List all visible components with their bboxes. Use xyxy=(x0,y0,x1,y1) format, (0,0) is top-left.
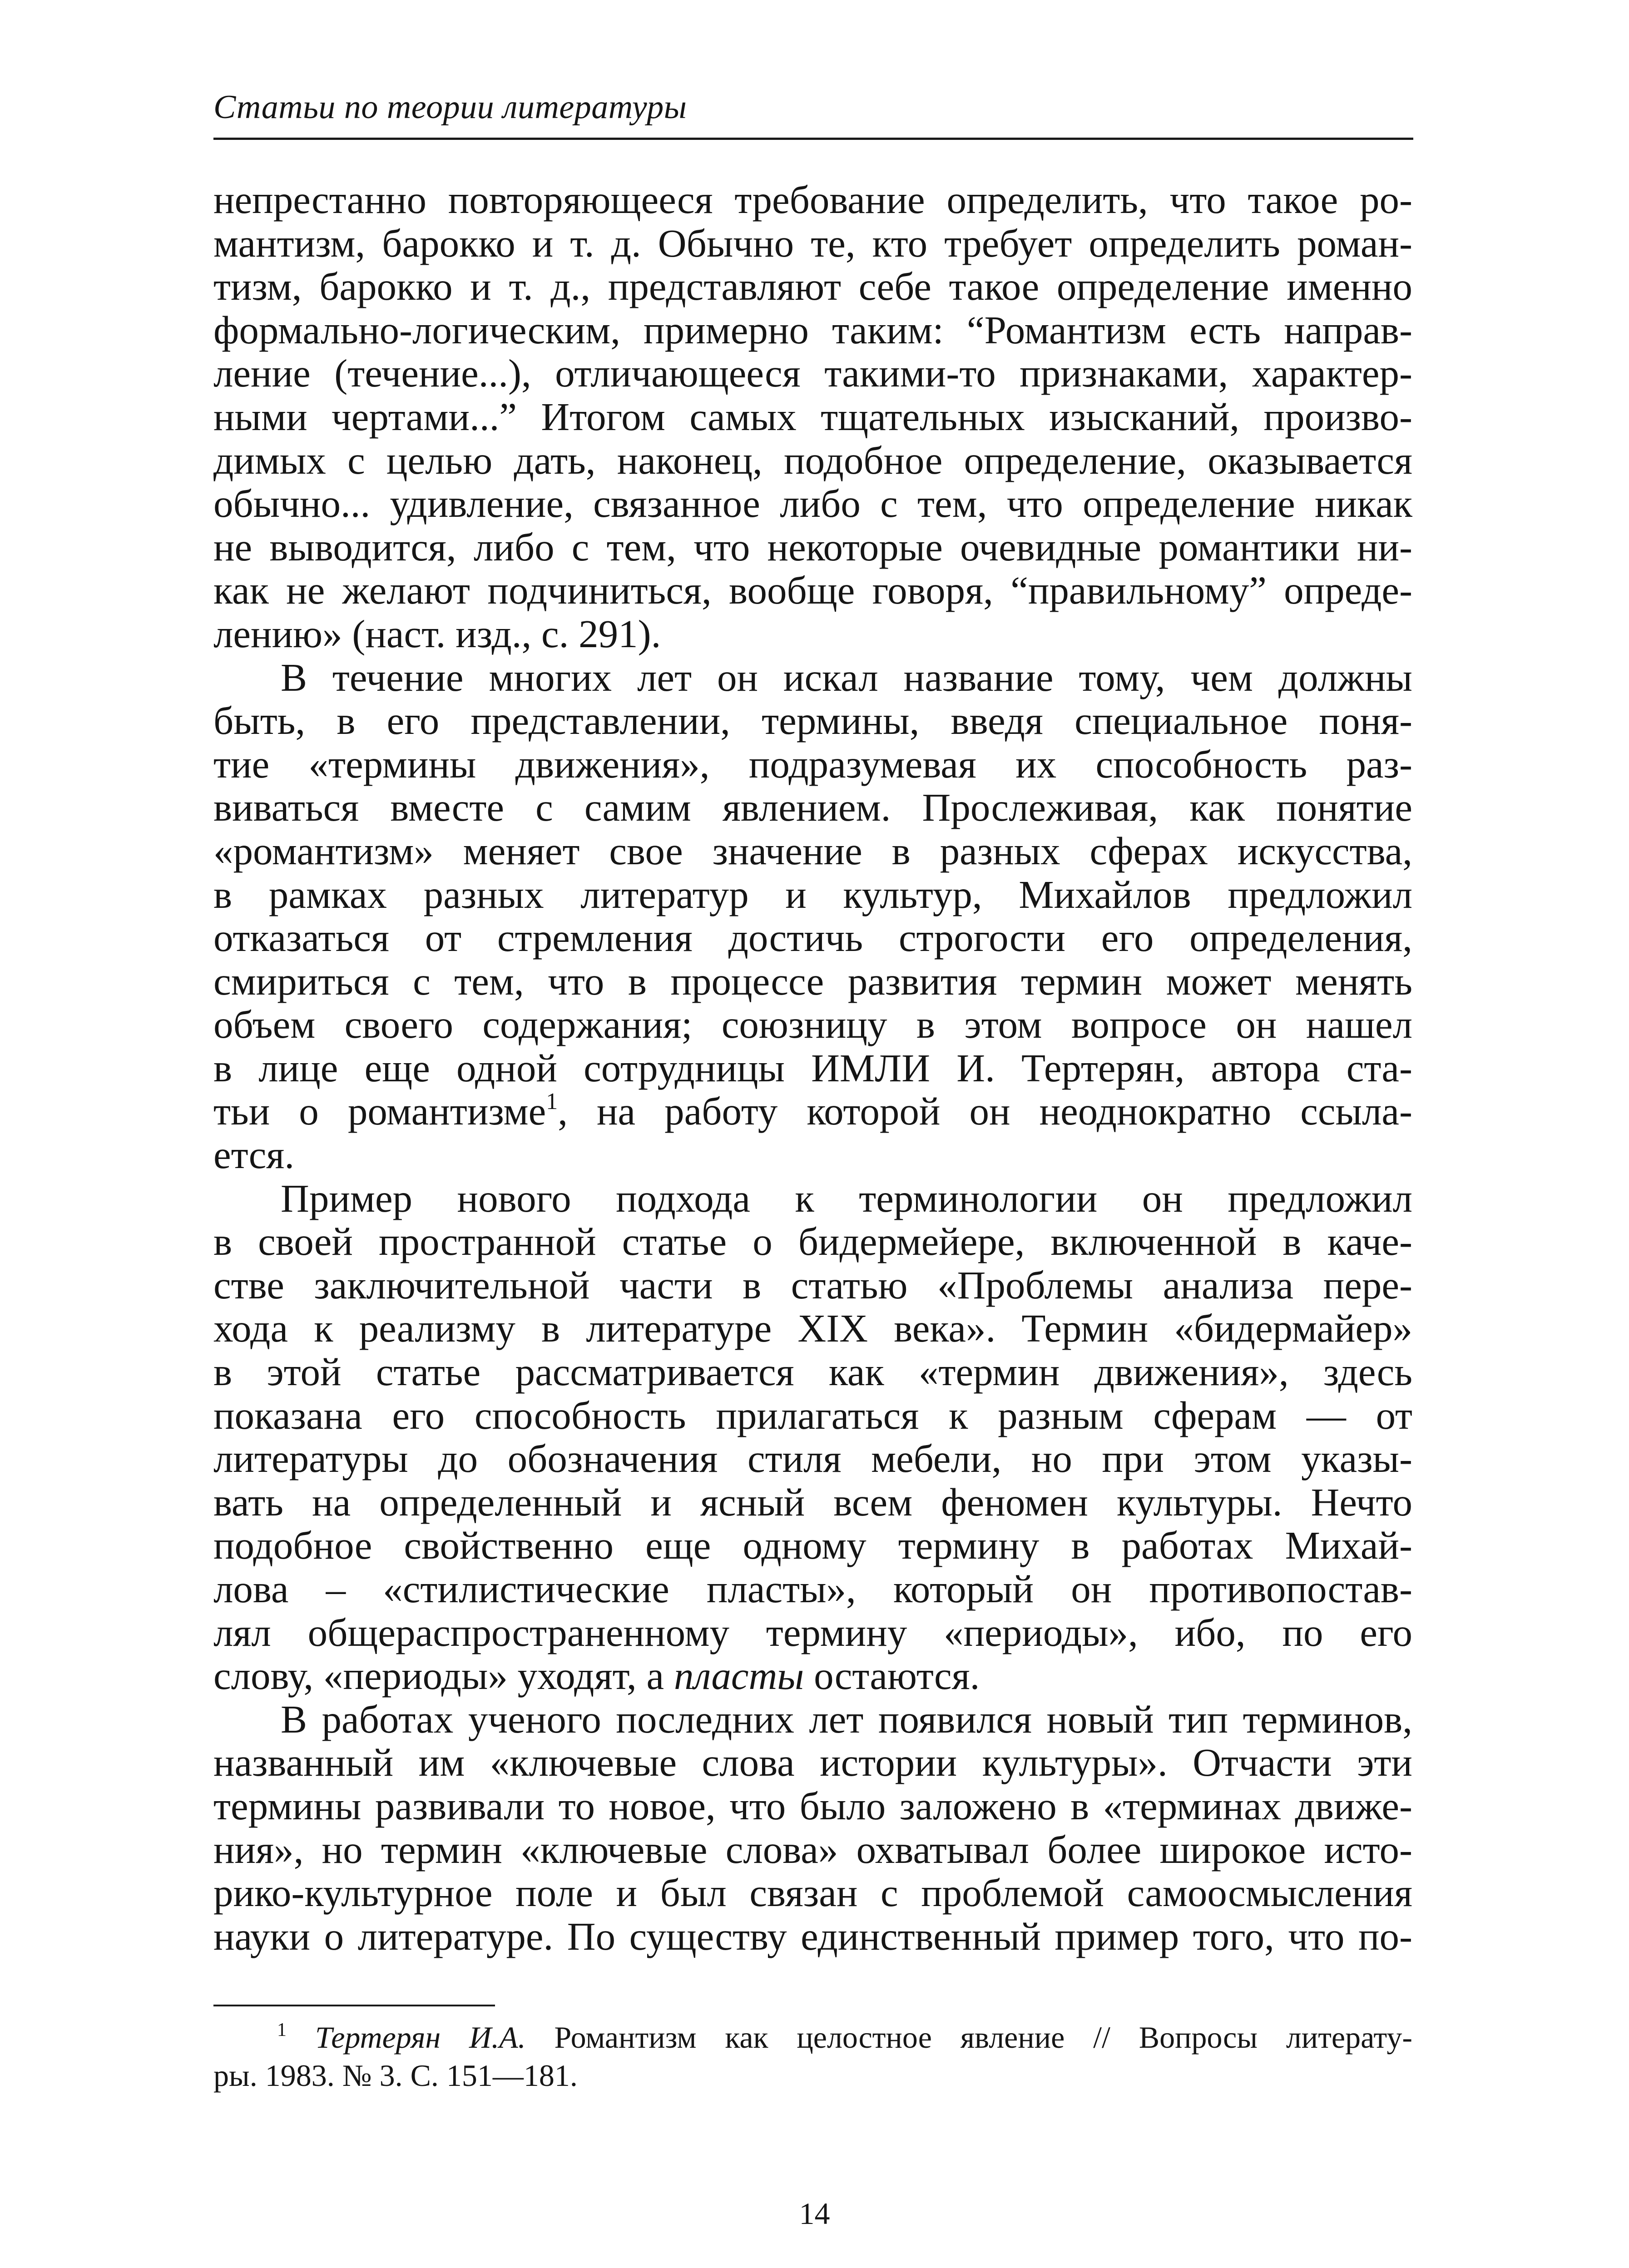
body-line: лял общераспространенному термину «периоды», ибо, по его xyxy=(213,1610,1412,1654)
body-line-start: тьи о романтизме xyxy=(213,1089,546,1134)
body-line: мантизм, барокко и т. д. Обычно те, кто требует определить роман- xyxy=(213,221,1412,265)
body-line: лению» (наст. изд., с. 291). xyxy=(213,611,661,656)
body-line: вать на определенный и ясный всем феномен культуры. Нечто xyxy=(213,1480,1412,1524)
body-line: быть, в его представлении, термины, введя специальное поня- xyxy=(213,698,1412,743)
body-text xyxy=(213,178,1412,1958)
body-line: Пример нового подхода к терминологии он предложил xyxy=(281,1176,1412,1220)
body-line: не выводится, либо с тем, что некоторые очевидные романтики ни- xyxy=(213,525,1412,569)
body-line: показана его способность прилагаться к разным сферам — от xyxy=(213,1393,1412,1437)
body-line: объем своего содержания; союзницу в этом вопросе он нашел xyxy=(213,1002,1412,1047)
header-rule xyxy=(213,138,1413,140)
body-line: в этой статье рассматривается как «термин движения», здесь xyxy=(213,1350,1412,1394)
body-line: в своей пространной статье о бидермейере, включенной в каче- xyxy=(213,1219,1412,1264)
footnote-rule xyxy=(213,2005,495,2006)
body-line: рико-культурное поле и был связан с проблемой самоосмысления xyxy=(213,1871,1412,1915)
body-line: литературы до обозначения стиля мебели, но при этом указы- xyxy=(213,1436,1412,1481)
body-line: обычно... удивление, связанное либо с тем, что определение никак xyxy=(213,481,1412,526)
body-line-with-italic xyxy=(213,1654,1412,1698)
body-line: В течение многих лет он искал название тому, чем должны xyxy=(281,655,1412,699)
body-line: тизм, барокко и т. д., представляют себе такое определение именно xyxy=(213,264,1412,309)
body-line: хода к реализму в литературе XIX века». Термин «бидермайер» xyxy=(213,1306,1412,1351)
body-line: формально-логическим, примерно таким: “Романтизм есть направ- xyxy=(213,307,1412,352)
body-line: ными чертами...” Итогом самых тщательных изысканий, произво- xyxy=(213,394,1412,439)
body-line: смириться с тем, что в процессе развития термин может менять xyxy=(213,959,1412,1003)
italic-term: пласты xyxy=(673,1654,804,1698)
body-line: непрестанно повторяющееся требование определить, что такое ро- xyxy=(213,178,1412,222)
body-line: в рамках разных литератур и культур, Михайлов предложил xyxy=(213,872,1412,916)
body-line-end: остаются. xyxy=(804,1654,980,1698)
body-line: лова – «стилистические пласты», который он противопостав- xyxy=(213,1567,1412,1611)
body-line-end: , на работу которой он неоднократно ссыла- xyxy=(558,1089,1412,1134)
body-line: ление (течение...), отличающееся такими-то признаками, характер- xyxy=(213,351,1412,396)
footnote xyxy=(213,2018,1412,2095)
body-line: в лице еще одной сотрудницы ИМЛИ И. Тертерян, автора ста- xyxy=(213,1045,1412,1090)
footnote-text: Романтизм как целостное явление // Вопросы литерату- xyxy=(525,2020,1412,2055)
body-line: науки о литературе. По существу единственный пример того, что по- xyxy=(213,1914,1412,1958)
footnote-line: ры. 1983. № 3. С. 151—181. xyxy=(213,2058,578,2093)
body-line: димых с целью дать, наконец, подобное определение, оказывается xyxy=(213,438,1412,482)
paragraph-4 xyxy=(213,1698,1412,1958)
running-head: Статьи по теории литературы xyxy=(213,89,687,126)
body-line: отказаться от стремления достичь строгости его определения, xyxy=(213,916,1412,960)
footnote-number: 1 xyxy=(277,2020,287,2040)
paragraph-1 xyxy=(213,178,1412,656)
body-line: ется. xyxy=(213,1133,295,1177)
body-line: «романтизм» меняет свое значение в разных сферах искусства, xyxy=(213,828,1412,873)
body-line: стве заключительной части в статью «Проблемы анализа пере- xyxy=(213,1263,1412,1307)
body-line: В работах ученого последних лет появился новый тип терминов, xyxy=(281,1697,1412,1741)
footnote-author: Тертерян И.А. xyxy=(315,2020,526,2055)
footnote-line xyxy=(213,2018,1412,2056)
page-number: 14 xyxy=(799,2196,830,2231)
body-line: подобное свойственно еще одному термину в работах Михай- xyxy=(213,1523,1412,1568)
body-line: виваться вместе с самим явлением. Прослеживая, как понятие xyxy=(213,785,1412,830)
body-line: названный им «ключевые слова истории культуры». Отчасти эти xyxy=(213,1740,1412,1785)
body-line: как не желают подчиниться, вообще говоря, “правильному” опреде- xyxy=(213,568,1412,613)
paragraph-2 xyxy=(213,656,1412,1177)
body-line: тие «термины движения», подразумевая их способность раз- xyxy=(213,742,1412,786)
body-line-start: слову, «периоды» уходят, а xyxy=(213,1654,674,1698)
paragraph-3 xyxy=(213,1177,1412,1698)
body-line-with-footnote-mark xyxy=(213,1089,1412,1133)
footnote-reference-mark: 1 xyxy=(546,1089,558,1115)
body-line: термины развивали то новое, что было заложено в «терминах движе- xyxy=(213,1783,1412,1828)
body-line: ния», но термин «ключевые слова» охватывал более широкое исто- xyxy=(213,1827,1412,1872)
